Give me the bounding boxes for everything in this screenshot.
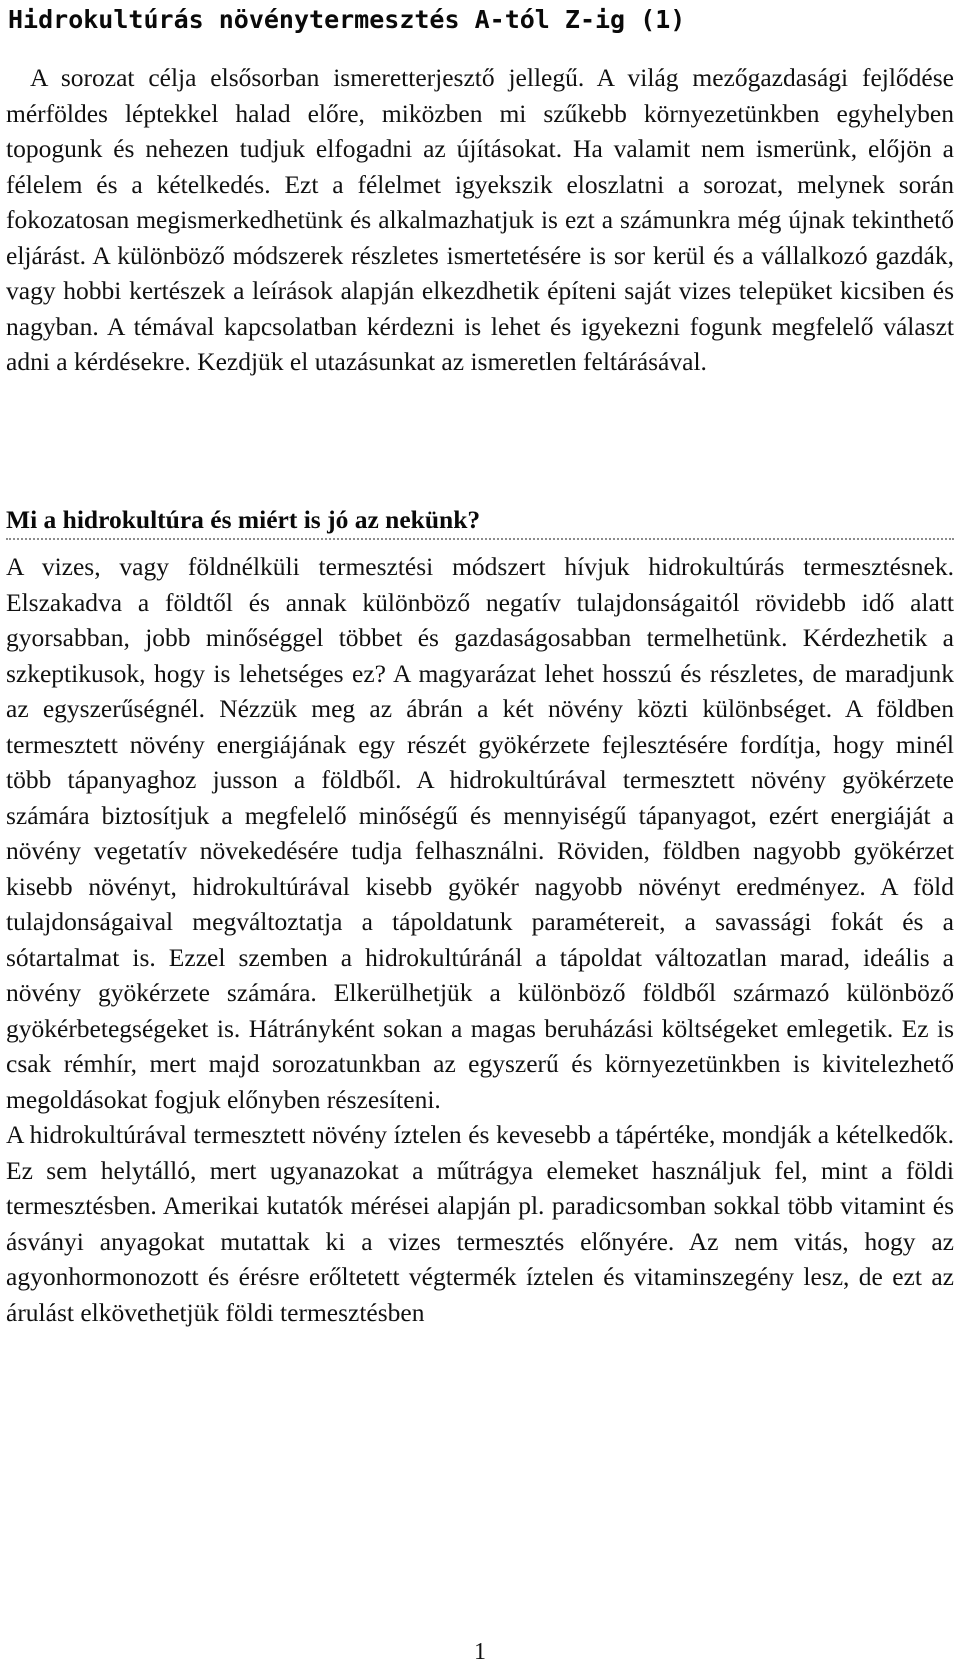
section-paragraph: A vizes, vagy földnélküli termesztési módszert hívjuk hidrokultúrás termesztésnek. Elszakadva a földtől és annak különböző negatív tulajdonságaitól rövidebb idő alatt gyorsabban, jobb minőséggel többet és gazdaságosabban termelhetünk. Kérdezhetik a szkeptikusok, hogy is lehetséges ez? A magyarázat lehet hosszú és részletes, de maradjunk az egyszerűségnél. Nézzük meg az ábrán a két növény közti különbséget. A földben termesztett növény energiájának egy részét gyökérzete fejlesztésére fordítja, hogy minél több tápanyaghoz jusson a földből. A hidrokultúrával termesztett növény gyökérzete számára biztosítjuk a megfelelő minőségű és mennyiségű tápanyagot, ezért energiáját a növény vegetatív növekedésére tudja felhasználni. Röviden, földben nagyobb gyökérzet kisebb növényt, hidrokultúrával kisebb gyökér nagyobb növényt eredményez. A föld tulajdonságaival megváltoztatja a tápoldatunk paramétereit, a savassági fokát és a sótartalmat is. Ezzel szemben a hidrokultúránál a tápoldat változatlan marad, ideális a növény gyökérzete számára. Elkerülhetjük a különböző földből származó különböző gyökérbetegségeket is. Hátrányként sokan a magas beruházási költségeket emlegetik. Ez is csak rémhír, mert majd sorozatunkban az egyszerű és környezetünkben is kivitelezhető megoldásokat fogjuk előnyben részesíteni. [6,552,954,1114]
section-paragraph: A hidrokultúrával termesztett növény íztelen és kevesebb a tápértéke, mondják a kételkedők. Ez sem helytálló, mert ugyanazokat a műtrágya elemeket használjuk fel, mint a földi termesztésben. Amerikai kutatók mérései alapján pl. paradicsomban sokkal több vitamint és ásványi anyagokat mutattak ki a vizes termesztés előnyére. Az nem vitás, hogy az agyonhormonozott és érésre erőltetett végtermék íztelen és vitaminszegény lesz, de ezt az árulást elkövethetjük földi termesztésben [6,1120,954,1327]
intro-paragraph: A sorozat célja elsősorban ismeretterjesztő jellegű. A világ mezőgazdasági fejlődése mérföldes léptekkel halad előre, miközben mi szűkebb környezetünkben egyhelyben topogunk és nehezen tudjuk elfogadni az újításokat. Ha valamit nem ismerünk, előjön a félelem és a kételkedés. Ezt a félelmet igyekszik eloszlatni a sorozat, melynek során fokozatosan megismerkedhetünk és alkalmazhatjuk is ezt a számunkra még újnak tekinthető eljárást. A különböző módszerek részletes ismertetésére is sor kerül és a vállalkozó gazdák, vagy hobbi kertészek a leírások alapján elkezdhetik építeni saját vizes telepüket kicsiben és nagyban. A témával kapcsolatban kérdezni is lehet és igyekezni fogunk megfelelő választ adni a kérdésekre. Kezdjük el utazásunkat az ismeretlen feltárásával. [6,63,954,376]
document-title: Hidrokultúrás növénytermesztés A-tól Z-ig (1) [8,5,686,34]
page-number: 1 [474,1639,486,1665]
section-heading: Mi a hidrokultúra és miért is jó az nekünk? [6,502,954,540]
section-body [6,549,954,1330]
